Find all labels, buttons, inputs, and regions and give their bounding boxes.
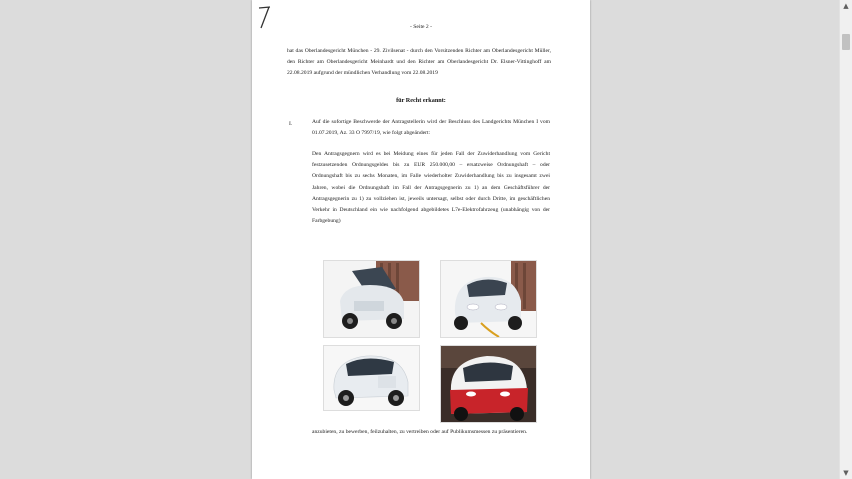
car-photo-side bbox=[323, 345, 420, 411]
closing-paragraph: anzubieten, zu bewerben, feilzuhalten, zu vertreiben oder auf Publikumsmessen zu präsentieren. bbox=[312, 429, 528, 435]
arrow-down-icon[interactable]: ▼ bbox=[843, 469, 849, 477]
car-photo-front-charging bbox=[440, 260, 537, 338]
scrollbar-thumb[interactable] bbox=[842, 34, 850, 50]
arrow-up-icon[interactable]: ▲ bbox=[843, 2, 849, 10]
car-photo-red-white bbox=[440, 345, 537, 423]
ruling-paragraph: Auf die sofortige Beschwerde der Antragstellerin wird der Beschluss des Landgerichts München I vom 01.07.2019, Az. 33 O 7997/19, wie folgt abgeändert: bbox=[312, 119, 550, 137]
prohibition-paragraph: Den Antragsgegnern wird es bei Meidung eines für jeden Fall der Zuwiderhandlung vom Gericht festzusetzenden Ordnungsgeldes bis zu EUR 250.000,00 – ersatzweise Ordnungshaft – oder Ordnungshaft bis zu sechs Monaten, im Falle wiederholter Zuwiderhandlung bis zu insgesamt zwei Jahren, wobei die Ordnungshaft im Fall der Antragsgegnerin zu 1) an dem Geschäftsführer der Antragsgegnerin zu 1) zu vollziehen ist, jeweils untersagt, selbst oder durch Dritte, im geschäftlichen Verkehr in Deutschland ein wie nachfolgend abgebildetes L7e-Elektrofahrzeug (unabhängig von der Farbgebung) bbox=[312, 151, 550, 225]
vertical-scrollbar[interactable] bbox=[839, 0, 852, 479]
judgment-heading: für Recht erkannt: bbox=[396, 97, 446, 104]
item-number: I. bbox=[289, 121, 293, 127]
page-number: - Seite 2 - bbox=[410, 24, 432, 30]
intro-paragraph: hat das Oberlandesgericht München - 29. Zivilsenat - durch den Vorsitzenden Richter am Oberlandesgericht Müller, den Richter am Oberlandesgericht Meinhardt und den Richter am Oberlandesgericht Dr. Elsner-Vittinghoff am 22.08.2019 aufgrund der mündlichen Verhandlung vom 22.08.2019 bbox=[287, 48, 551, 77]
car-photo-rear-open bbox=[323, 260, 420, 338]
document-page bbox=[252, 0, 590, 479]
